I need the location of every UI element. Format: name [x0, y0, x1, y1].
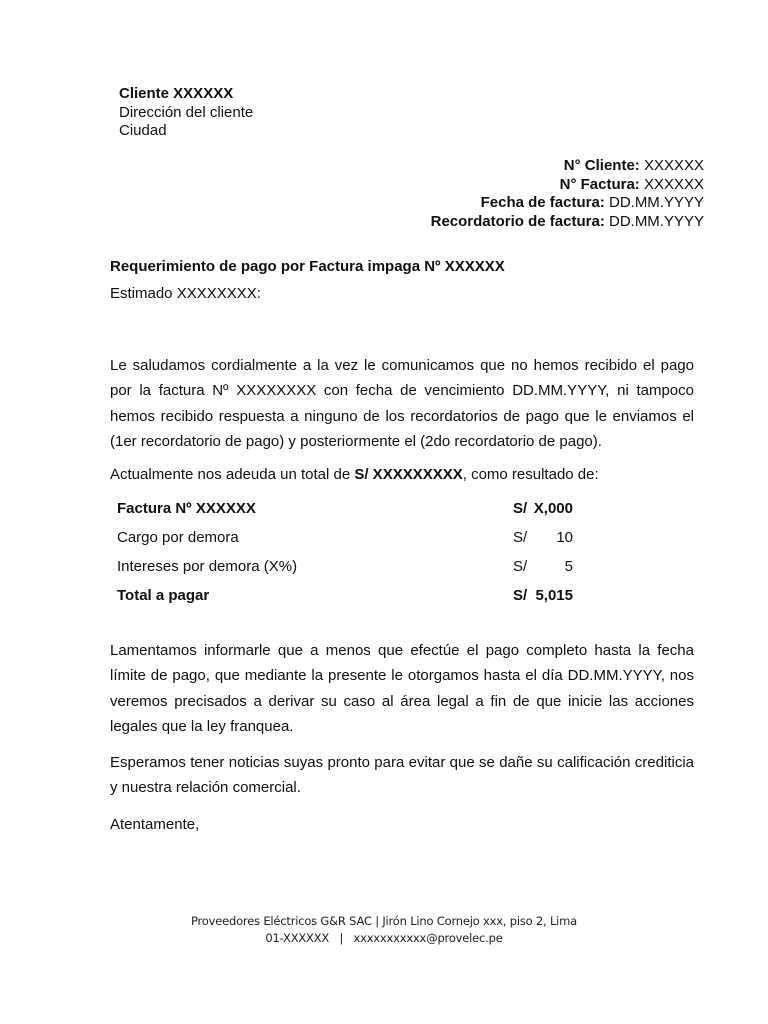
amount-value: 5: [564, 558, 573, 575]
client-name: Cliente XXXXXX: [119, 85, 234, 102]
amount-currency: S/: [513, 587, 528, 604]
amount-value: 5,015: [535, 587, 573, 604]
footer-contact: 01-XXXXXX | xxxxxxxxxxx@provelec.pe: [265, 930, 503, 945]
amount-label: Cargo por demora: [117, 529, 239, 546]
amount-row: [117, 556, 587, 585]
invoice-number-line: [431, 176, 704, 195]
client-city: Ciudad: [119, 122, 167, 139]
letter-closing: Atentamente,: [110, 816, 200, 833]
amount-label: Factura Nº XXXXXX: [117, 500, 256, 517]
amount-label: Intereses por demora (X%): [117, 558, 298, 575]
amount-label: Total a pagar: [117, 587, 210, 604]
body-paragraph-2: [110, 462, 694, 487]
letter-greeting: Estimado XXXXXXXX:: [110, 285, 261, 302]
amount-currency: S/: [513, 558, 528, 575]
amounts-table: [117, 498, 587, 614]
invoice-date-line: [431, 194, 704, 213]
amount-currency: S/: [513, 529, 528, 546]
amount-currency: S/: [513, 500, 528, 517]
amount-value: 10: [556, 529, 573, 546]
invoice-number-label: N° Factura:: [559, 175, 640, 193]
client-number-line: [431, 157, 704, 176]
client-number-label: N° Cliente:: [563, 157, 640, 174]
invoice-meta-block: [431, 157, 704, 231]
body-paragraph-4: Esperamos tener noticias suyas pronto para evitar que se dañe su calificación crediticia y nuestra relación comercial.: [110, 754, 694, 797]
amount-value: X,000: [533, 500, 573, 517]
invoice-date-label: Fecha de factura:: [480, 194, 605, 211]
body-paragraph-3: Lamentamos informarle que a menos que efectúe el pago completo hasta la fecha límite de pago, que mediante la presente le otorgamos hasta el día DD.MM.YYYY, nos veremos precisados a derivar su caso al área legal a fin de que inicie las acciones legales que la ley franquea.: [110, 642, 694, 735]
amount-row: [117, 498, 587, 527]
letter-footer: [0, 913, 768, 946]
invoice-date-value: DD.MM.YYYY: [608, 194, 704, 211]
reminder-date-line: [431, 213, 704, 232]
invoice-number-value: XXXXXX: [643, 175, 704, 193]
client-address-block: [119, 85, 253, 141]
client-number-value: XXXXXX: [643, 157, 704, 174]
owed-intro-text: Actualmente nos adeuda un total de: [110, 466, 355, 483]
amount-row: [117, 585, 587, 614]
owed-outro-text: , como resultado de:: [462, 466, 599, 483]
letter-subject: Requerimiento de pago por Factura impaga Nº XXXXXX: [110, 258, 505, 275]
reminder-date-value: DD.MM.YYYY: [608, 212, 704, 230]
client-address: Dirección del cliente: [119, 103, 254, 121]
reminder-date-label: Recordatorio de factura:: [430, 212, 605, 230]
owed-total-amount: S/ XXXXXXXXX: [354, 466, 463, 483]
footer-company-address: Proveedores Eléctricos G&R SAC | Jirón Lino Cornejo xxx, piso 2, Lima: [191, 914, 577, 928]
body-paragraph-1: Le saludamos cordialmente a la vez le comunicamos que no hemos recibido el pago por la factura Nº XXXXXXXX con fecha de vencimiento DD.MM.YYYY, ni tampoco hemos recibido respuesta a ninguno de los recordatorios de pago que le enviamos el (1er recordatorio de pago) y posteriormente el (2do recordatorio de pago).: [110, 357, 694, 450]
amount-row: [117, 527, 587, 556]
